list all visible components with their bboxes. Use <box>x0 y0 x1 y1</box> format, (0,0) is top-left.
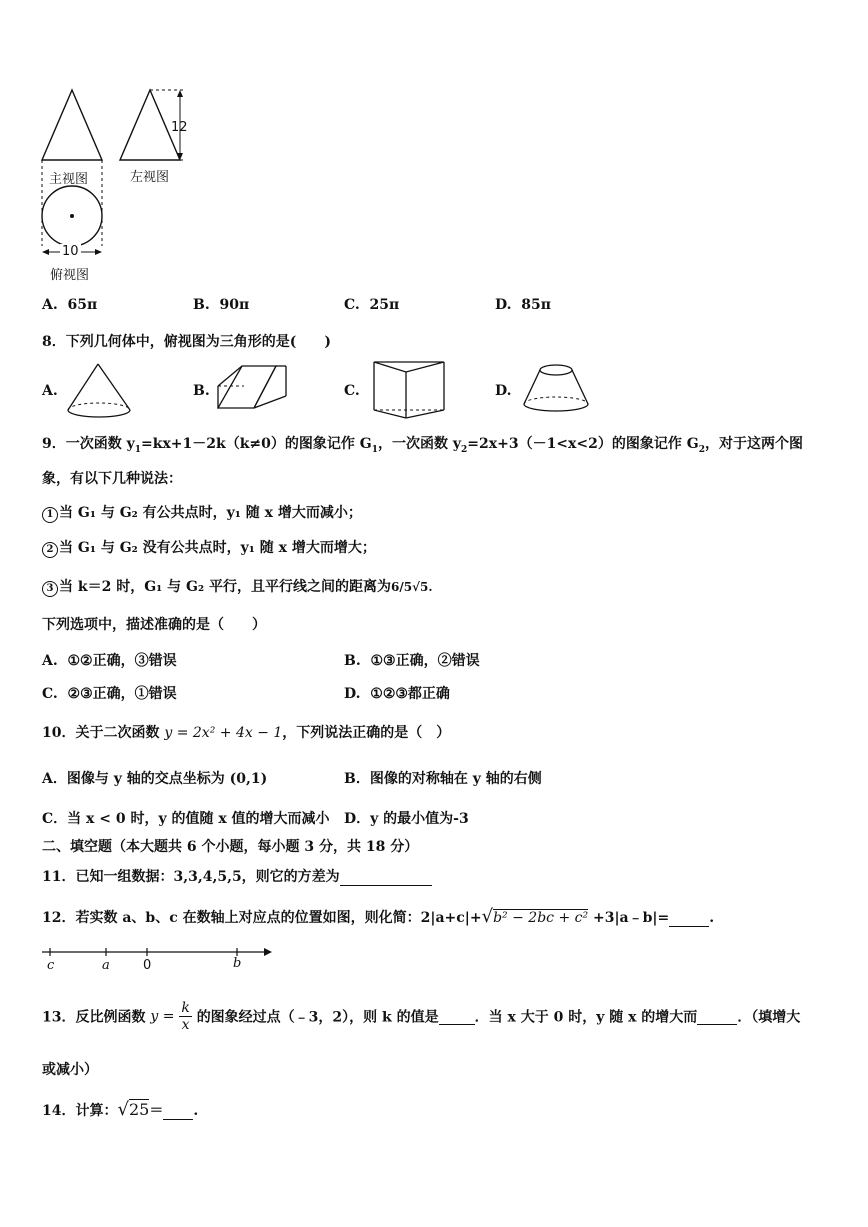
q9-option-c[interactable] <box>42 683 177 703</box>
section-2-heading: 二、填空题（本大题共 6 个小题，每小题 3 分，共 18 分） <box>42 839 419 855</box>
q9-text: ，对于这两个图 <box>704 436 803 452</box>
q13-stem <box>42 1000 800 1040</box>
q8-option-a[interactable] <box>42 383 58 399</box>
q9-text: 一次函数 y <box>65 436 135 452</box>
axis-label-a: a <box>102 958 110 973</box>
q13-text: 的图象经过点（﹣3，2），则 k 的值是 <box>196 1009 439 1026</box>
answer-blank[interactable] <box>439 1008 475 1025</box>
fraction-k-over-x <box>179 1000 191 1033</box>
option-key: C. <box>344 383 360 399</box>
axis-label-b: b <box>233 956 242 971</box>
option-key: A. <box>42 653 58 669</box>
option-text: ①③正确，②错误 <box>370 653 480 669</box>
q10-text: ，下列说法正确的是（ ） <box>282 725 451 741</box>
left-view-label: 左视图 <box>130 170 170 185</box>
option-key: A. <box>42 383 58 399</box>
q9-option-a[interactable] <box>42 650 177 670</box>
option-key: D. <box>495 297 512 313</box>
q11-text: 11．已知一组数据：3,3,4,5,5，则它的方差为 <box>42 869 340 885</box>
axis-label-c: c <box>47 958 55 973</box>
q10-stem <box>42 722 450 742</box>
q9-statement-3 <box>42 576 433 597</box>
option-text: 90π <box>219 297 250 313</box>
answer-blank[interactable] <box>697 1008 737 1025</box>
q9-statement-2 <box>42 537 376 558</box>
q12-text: 12．若实数 a、b、c 在数轴上对应点的位置如图，则化简：2|a+c|+ <box>42 910 482 926</box>
q12-end: . <box>709 910 715 926</box>
q13-text: ．（填增大 <box>737 1009 801 1026</box>
q12-text: +3|a﹣b|= <box>592 910 670 926</box>
q14-text: 14．计算： <box>42 1103 118 1119</box>
q9-statement-1 <box>42 502 362 523</box>
q8-stem: 8．下列几何体中，俯视图为三角形的是( ) <box>42 334 331 350</box>
front-view-label: 主视图 <box>49 172 89 187</box>
q9-option-d[interactable] <box>344 683 450 703</box>
question-number: 9． <box>42 436 66 452</box>
height-label: 12 <box>171 120 188 135</box>
statement-text: 当 G₁ 与 G₂ 有公共点时，y₁ 随 x 增大而减小； <box>59 505 362 521</box>
fraction-numerator: k <box>181 1000 190 1016</box>
prism-figure <box>214 362 294 422</box>
q13-text: ．当 x 大于 0 时，y 随 x 的增大而 <box>474 1009 698 1026</box>
option-text: ②③正确，①错误 <box>67 686 177 702</box>
answer-blank[interactable] <box>163 1103 193 1120</box>
circled-2-icon: 2 <box>42 542 58 558</box>
q11-stem <box>42 866 432 886</box>
circled-3-icon: 3 <box>42 581 58 597</box>
statement-text: 当 G₁ 与 G₂ 没有公共点时，y₁ 随 x 增大而增大； <box>59 540 376 556</box>
answer-blank[interactable] <box>669 910 709 927</box>
diameter-label: 10 <box>62 244 79 259</box>
option-key: C. <box>42 686 58 702</box>
q10-option-c[interactable]: C．当 x < 0 时，y 的值随 x 值的增大而减小 <box>42 811 330 827</box>
axis-label-zero: 0 <box>143 958 152 973</box>
q9-text: =kx+1－2k（k≠0）的图象记作 G <box>141 436 372 452</box>
q8-option-b[interactable] <box>193 383 210 399</box>
distance-value: 6/5√5. <box>391 580 433 594</box>
option-text: 85π <box>521 297 551 313</box>
q9-text: =2x+3（－1<x<2）的图象记作 G <box>467 436 699 452</box>
q10-option-b[interactable]: B．图像的对称轴在 y 轴的右侧 <box>344 771 542 787</box>
q12-radical: b² − 2bc + c² <box>493 910 589 926</box>
q10-formula: y = 2x² + 4x − 1 <box>164 725 283 741</box>
q9-text: ，一次函数 y <box>378 436 462 452</box>
q14-radicand: 25 <box>128 1100 150 1119</box>
option-key: D. <box>495 383 512 399</box>
option-text: 25π <box>369 297 400 313</box>
option-key: B. <box>193 297 210 313</box>
triangular-prism-figure <box>370 356 450 422</box>
q13-fn-y: y = <box>150 1008 175 1025</box>
q7-option-a[interactable] <box>42 297 97 313</box>
q9-ask: 下列选项中，描述准确的是（ ） <box>42 617 266 633</box>
circled-1-icon: 1 <box>42 507 58 523</box>
sqrt-icon: √ <box>481 906 494 927</box>
sqrt-icon: √ <box>117 1099 129 1120</box>
q8-option-d[interactable] <box>495 383 512 399</box>
q13-stem-cont: 或减小） <box>42 1062 98 1078</box>
fraction-denominator: x <box>181 1017 190 1033</box>
option-key: A. <box>42 297 58 313</box>
q7-option-b[interactable] <box>193 297 249 313</box>
cone-figure <box>64 360 144 420</box>
q9-stem-line2: 象，有以下几种说法： <box>42 471 182 487</box>
option-text: ①②正确，③错误 <box>67 653 177 669</box>
q13-text: 13．反比例函数 <box>42 1009 146 1026</box>
option-text: 65π <box>67 297 98 313</box>
frustum-figure <box>518 360 598 420</box>
q9-option-b[interactable] <box>344 650 480 670</box>
q10-option-a[interactable]: A．图像与 y 轴的交点坐标为 (0,1) <box>42 771 268 787</box>
q7-option-c[interactable] <box>344 297 399 313</box>
q9-stem-line1: 9．一次函数 $y_1=kx+1-2k(k\ne 0)$的图象记作 $G_1$，一次函数 $y_2=2x+3(-1<x<2)$的图象记作 $G_2$，对于这两个图 <box>42 436 803 455</box>
answer-blank[interactable] <box>340 869 432 886</box>
option-key: C. <box>344 297 360 313</box>
top-view-label: 俯视图 <box>50 268 90 283</box>
statement-text: 当 k＝2 时，G₁ 与 G₂ 平行，且平行线之间的距离为 <box>59 579 391 595</box>
option-key: D. <box>344 686 361 702</box>
q14-equals: ＝ <box>149 1103 164 1119</box>
q12-stem <box>42 906 714 927</box>
q10-option-d[interactable]: D．y 的最小值为-3 <box>344 811 469 827</box>
q7-option-d[interactable] <box>495 297 551 313</box>
q14-end: . <box>193 1103 199 1119</box>
option-key: B. <box>344 653 361 669</box>
option-text: ①②③都正确 <box>370 686 450 702</box>
q10-text: 10．关于二次函数 <box>42 725 160 741</box>
q14-stem <box>42 1099 198 1120</box>
option-key: B. <box>193 383 210 399</box>
q8-option-c[interactable] <box>344 383 360 399</box>
